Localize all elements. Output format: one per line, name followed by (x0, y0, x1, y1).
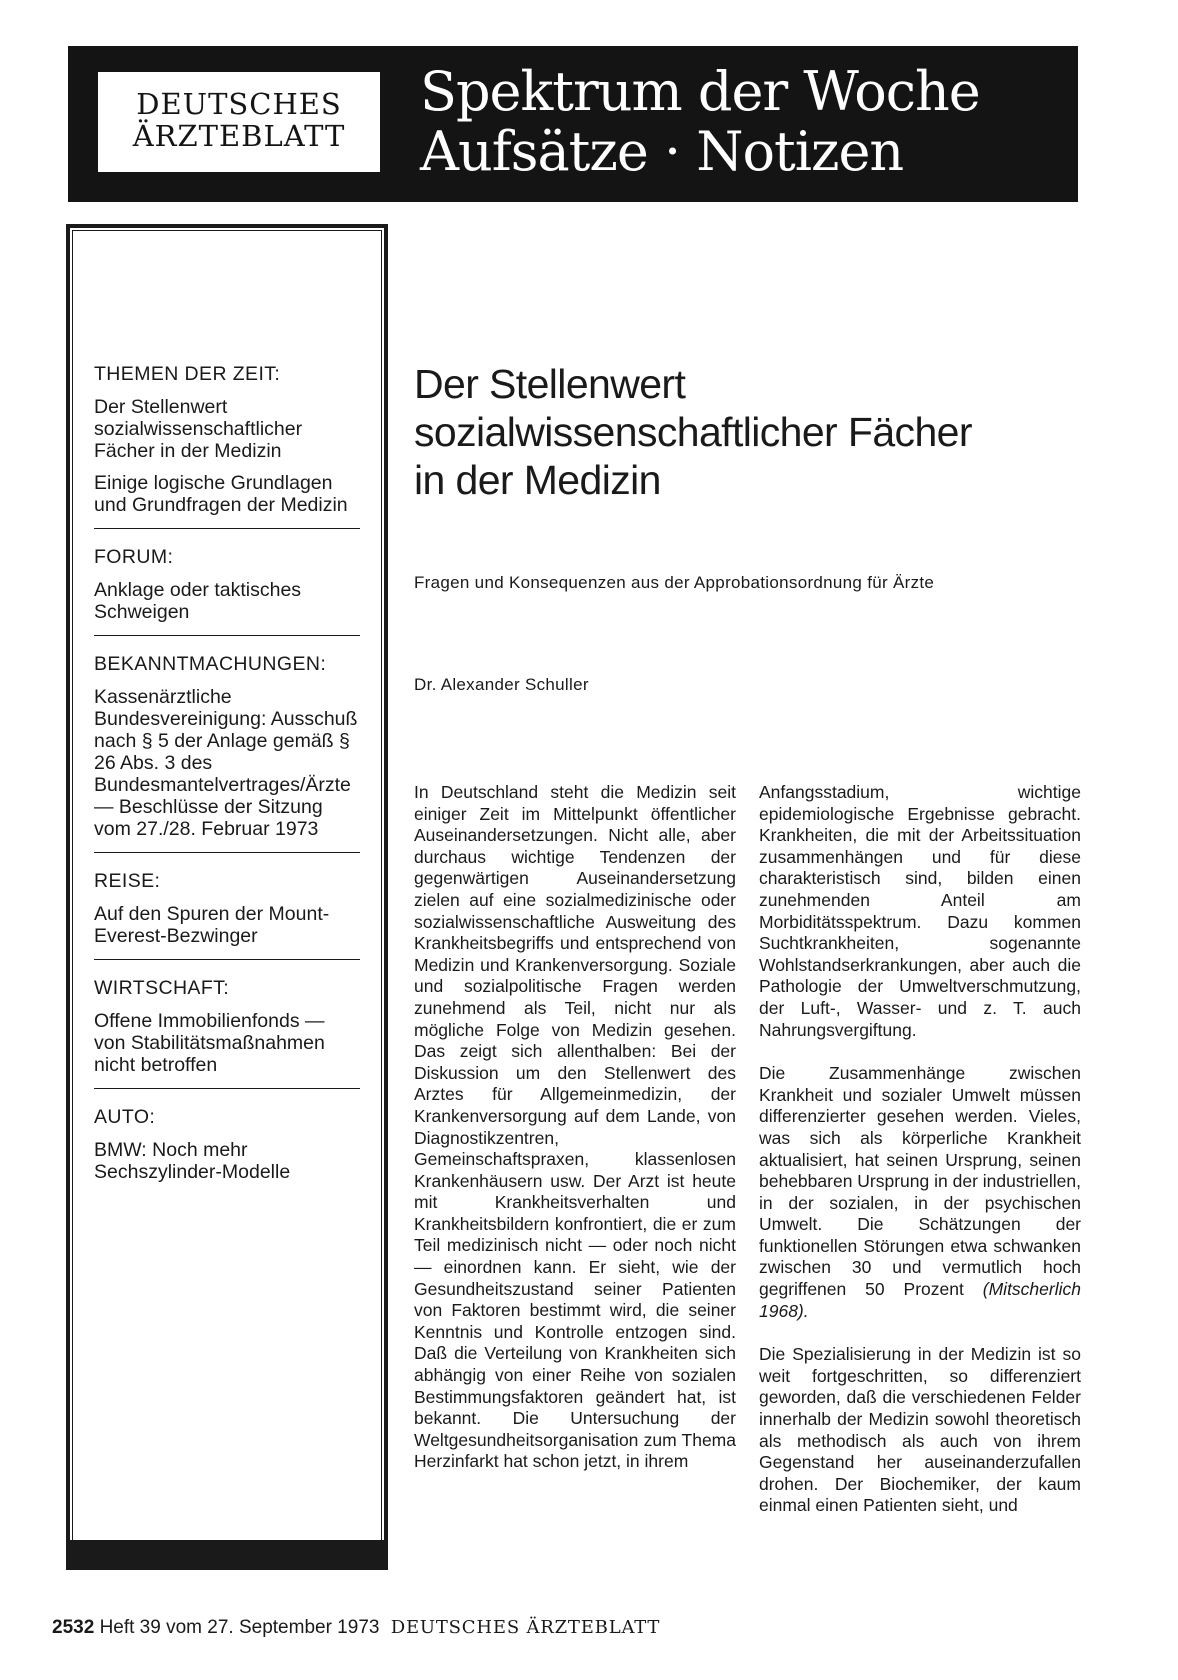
body-paragraph: Die Spezialisierung in der Medizin ist so weit fortgeschritten, so differenziert geworden, daß die verschiedenen Felder innerhalb der Medizin sowohl theoretisch als methodisch als auch von ihrem Gegenstand her auseinanderzufallen drohen. Der Biochemiker, der kaum einmal einen Patienten sieht, und (759, 1344, 1081, 1516)
toc-heading-auto: AUTO: (94, 1106, 156, 1128)
section-headline (420, 62, 980, 182)
paragraph-text: Die Zusammenhänge zwischen Krankheit und sozialer Umwelt müssen differenzierter gesehen werden. Vieles, was sich als körperliche Krankheit aktualisiert, hat seinen Ursprung, seinen behebbaren Ursprung in der industriellen, in der sozialen, in der psychischen Umwelt. Die Schätzungen der funktionellen Störungen etwa schwanken zwischen 30 und vermutlich hoch gegriffenen 50 Prozent (759, 1063, 1082, 1300)
toc-item[interactable]: Der Stellenwert sozialwissenschaftlicher Fächer in der Medizin (94, 396, 303, 462)
toc-heading-bekanntmachungen: BEKANNTMACHUNGEN: (94, 653, 327, 675)
logo-line-2: ÄRZTEBLATT (132, 119, 346, 153)
toc-divider (94, 852, 360, 853)
body-paragraph: Anfangsstadium, wichtige epidemiologische Ergebnisse gebracht. Krankheiten, die mit der Arbeitssituation zusammenhängen und für diese charakteristisch sind, bilden einen zunehmenden Anteil am Morbiditätsspektrum. Dazu kommen Suchtkrankheiten, sogenannte Wohlstandserkrankungen, aber auch die Pathologie der Umweltverschmutzung, der Luft-, Wasser- und z. T. auch Nahrungsvergiftung. (759, 782, 1081, 1040)
toc-item[interactable]: Anklage oder taktisches Schweigen (94, 579, 302, 623)
toc-divider (94, 959, 360, 960)
title-line-2: sozialwissenschaftlicher Fächer (414, 409, 972, 455)
body-paragraph (759, 1063, 1081, 1322)
article-author: Dr. Alexander Schuller (414, 675, 589, 694)
headline-line-2: Aufsätze · Notizen (420, 120, 904, 183)
table-of-contents (94, 362, 360, 1193)
page-number: 2532 (52, 1617, 95, 1638)
journal-logo (98, 72, 380, 172)
toc-heading-reise: REISE: (94, 870, 161, 892)
citation: (Mitscherlich 1968). (759, 1279, 1081, 1321)
page-footer (52, 1616, 660, 1640)
toc-divider (94, 1088, 360, 1089)
issue-info: Heft 39 vom 27. September 1973 (99, 1617, 380, 1638)
toc-item[interactable]: Kassenärztliche Bundesvereinigung: Ausschuß nach § 5 der Anlage gemäß § 26 Abs. 3 des Bundesmantelvertrages/Ärzte — Beschlüsse der Sitzung vom 27./28. Februar 1973 (94, 686, 358, 840)
toc-heading-themen: THEMEN DER ZEIT: (94, 363, 281, 385)
toc-item[interactable]: Einige logische Grundlagen und Grundfragen der Medizin (94, 472, 348, 516)
toc-divider (94, 635, 360, 636)
toc-heading-wirtschaft: WIRTSCHAFT: (94, 977, 230, 999)
logo-line-1: DEUTSCHES (136, 87, 342, 121)
headline-line-1: Spektrum der Woche (420, 60, 980, 123)
body-paragraph: In Deutschland steht die Medizin seit einiger Zeit im Mittelpunkt öffentlicher Auseinandersetzungen. Nicht alle, aber durchaus wichtige Tendenzen der gegenwärtigen Auseinandersetzung zielen auf eine sozialmedizinische oder sozialwissenschaftliche Ausweitung des Krankheitsbegriffs und entsprechend von Medizin und Krankenversorgung. Soziale und sozialpolitische Fragen werden zunehmend als Teil, nicht nur als mögliche Folge von Medizin gesehen. Das zeigt sich allenthalben: Bei der Diskussion um den Stellenwert des Arztes für Allgemeinmedizin, der Krankenversorgung auf dem Lande, von Diagnostikzentren, Gemeinschaftspraxen, klassenlosen Krankenhäusern usw. Der Arzt ist heute mit Krankheitsverhalten und Krankheitsbildern konfrontiert, die er zum Teil medizinisch nicht — oder noch nicht — einordnen kann. Er sieht, wie der Gesundheitszustand seiner Patienten von Faktoren bestimmt wird, die seiner Kenntnis und Kontrolle entzogen sind. Daß die Verteilung von Krankheiten sich abhängig von einer Reihe von sozialen Bestimmungsfaktoren geändert hat, ist bekannt. Die Untersuchung der Weltgesundheitsorganisation zum Thema Herzinfarkt hat schon jetzt, in ihrem (414, 782, 736, 1472)
toc-item[interactable]: Auf den Spuren der Mount-Everest-Bezwinger (94, 903, 330, 947)
title-line-1: Der Stellenwert (414, 361, 686, 407)
sidebar-bottom-bar (66, 1540, 388, 1570)
toc-heading-forum: FORUM: (94, 546, 174, 568)
body-column-2 (759, 782, 1081, 1539)
masthead (68, 46, 1078, 202)
title-line-3: in der Medizin (414, 457, 661, 503)
body-column-1 (414, 782, 736, 1495)
article-title (414, 360, 1074, 504)
article-subtitle: Fragen und Konsequenzen aus der Approbationsordnung für Ärzte (414, 573, 935, 592)
footer-brand: DEUTSCHES ÄRZTEBLATT (390, 1617, 661, 1638)
toc-item[interactable]: BMW: Noch mehr Sechszylinder-Modelle (94, 1139, 291, 1183)
toc-item[interactable]: Offene Immobilienfonds — von Stabilitätsmaßnahmen nicht betroffen (94, 1010, 325, 1076)
toc-divider (94, 528, 360, 529)
